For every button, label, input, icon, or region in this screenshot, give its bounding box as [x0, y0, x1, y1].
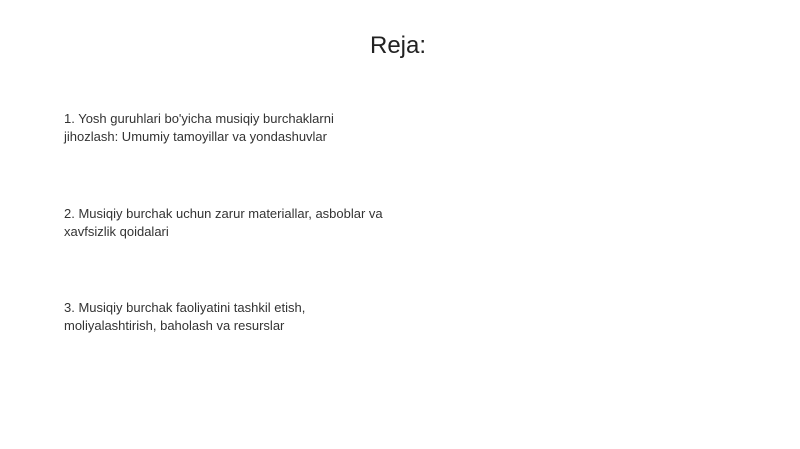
- slide-title: Reja:: [369, 32, 427, 59]
- plan-item-2: [64, 205, 424, 241]
- plan-item-1: [64, 110, 424, 146]
- plan-item-1-line-2: jihozlash: Umumiy tamoyillar va yondashuvlar: [64, 129, 327, 144]
- plan-item-2-line-2: xavfsizlik qoidalari: [64, 224, 169, 239]
- plan-item-2-line-1: 2. Musiqiy burchak uchun zarur materiallar, asboblar va: [64, 206, 383, 221]
- plan-item-1-line-1: 1. Yosh guruhlari bo'yicha musiqiy burchaklarni: [64, 111, 334, 126]
- plan-item-3-line-1: 3. Musiqiy burchak faoliyatini tashkil etish,: [64, 300, 306, 315]
- plan-item-3-line-2: moliyalashtirish, baholash va resurslar: [64, 318, 285, 333]
- plan-item-3: [64, 299, 424, 335]
